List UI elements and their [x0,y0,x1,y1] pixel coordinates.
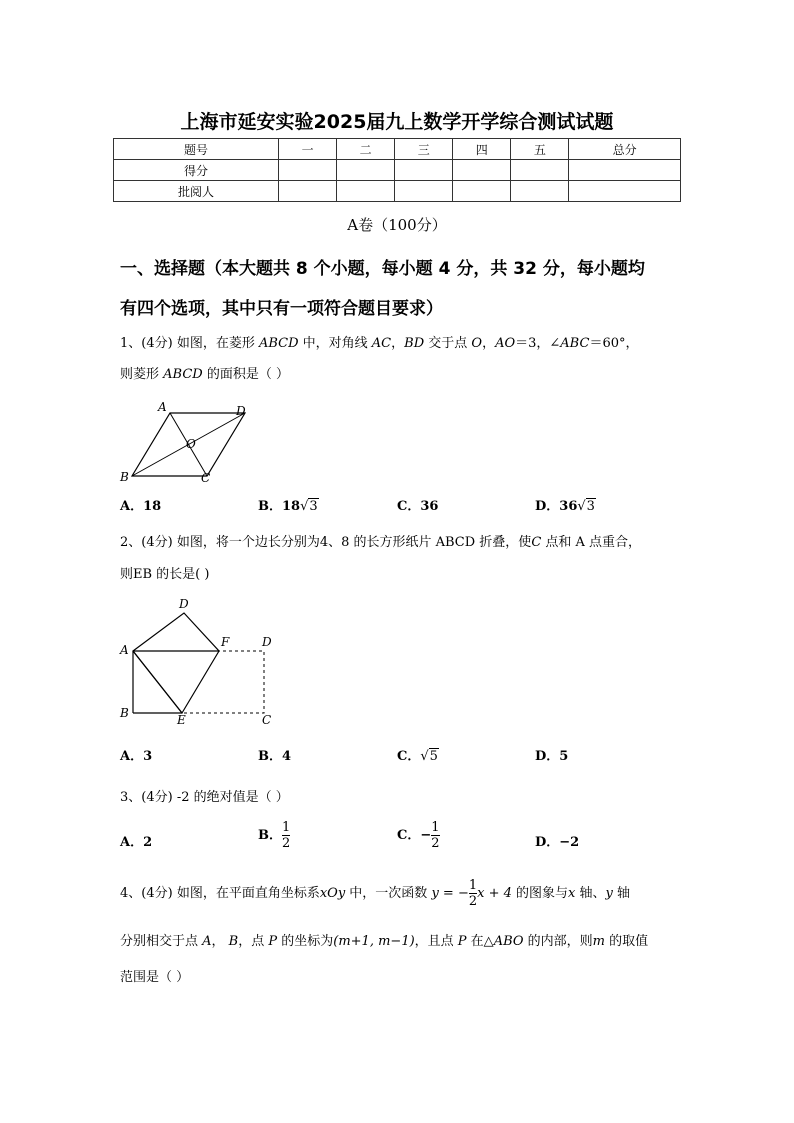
q4-text: ，点 [238,934,269,949]
table-cell [569,181,681,202]
denominator: 2 [468,894,478,909]
table-cell: 三 [395,139,453,160]
table-cell [569,160,681,181]
option-text: C．− [397,828,432,843]
q1-option-b[interactable] [258,495,319,514]
q3-option-d[interactable]: D．−2 [535,835,580,850]
q4-text: 的取值 [605,934,649,949]
sqrt-symbol: √5 [420,749,438,764]
table-row [114,139,681,160]
label-a: A [120,643,129,657]
q2-var: C [531,535,542,550]
q3-option-b[interactable] [258,820,290,851]
table-cell [395,181,453,202]
q1-text: ＝3，∠ [515,336,561,351]
table-cell [395,160,453,181]
label-b: B [120,706,129,720]
q2-option-d[interactable]: D．5 [535,749,569,764]
q4-var: ABO [493,934,524,949]
q4-text: 分别相交于点 [120,934,203,949]
folded-part [133,613,219,713]
part1-heading-line1: 一、选择题（本大题共 8 个小题，每小题 4 分，共 32 分，每小题均 [120,259,645,279]
table-cell: 五 [511,139,569,160]
option-text: D．36 [535,499,578,514]
numerator: 1 [431,820,440,835]
section-a-label: A卷（100分） [347,216,447,234]
numerator: 1 [468,878,478,893]
q4-text: 在△ [466,934,494,949]
q1-text: ＝60°， [589,336,639,351]
q4-var: x [568,886,576,901]
q4-var: A [202,934,212,949]
table-cell [279,181,337,202]
option-text: B． [258,828,282,843]
q1-var: ABCD [258,336,299,351]
question-4-line1 [120,878,680,909]
label-d: D [262,635,272,649]
q4-text: 的图象与 [511,886,569,901]
rectangle-dashed [133,651,264,713]
radicand: 3 [586,499,595,514]
q3-option-a[interactable]: A．2 [120,835,153,850]
fraction [431,820,439,851]
q3-option-c[interactable] [397,820,440,851]
sqrt-symbol: √3 [300,499,318,514]
label-o: O [186,437,196,451]
q4-var: xOy [319,886,346,901]
table-cell [511,160,569,181]
q4-text: 轴 [612,886,631,901]
label-f: F [221,635,230,649]
table-row [114,160,681,181]
option-text: B．18 [258,499,301,514]
q4-equation: y = − [431,886,469,901]
q2-text: 点和 A 点重合， [541,535,642,550]
q4-var: y [605,886,613,901]
rhombus-figure [114,398,264,488]
q1-text: 交于点 [424,336,472,351]
question-1-line1 [120,334,680,354]
question-2-line2: 则EB 的长是( ) [120,567,210,582]
q1-text: 中，对角线 [298,336,372,351]
table-cell: 总分 [569,139,681,160]
table-cell: 批阅人 [114,181,279,202]
option-text: C． [397,749,421,764]
question-4-line2 [120,932,680,952]
radicand: 5 [429,749,438,764]
q4-text: 的坐标为 [277,934,334,949]
label-a: A [158,400,167,414]
q1-text: 1、(4分) 如图，在菱形 [120,336,259,351]
sqrt-symbol: √3 [577,499,595,514]
label-d: D [236,404,246,418]
q4-text: ，且点 [414,934,458,949]
q1-var: ABCD [163,367,203,382]
table-cell [453,181,511,202]
label-b: B [120,470,129,484]
table-cell [279,160,337,181]
q4-text: 轴、 [575,886,606,901]
q4-text: 的内部，则 [523,934,593,949]
table-row [114,181,681,202]
q2-option-b[interactable]: B．4 [258,749,292,764]
table-cell [511,181,569,202]
q4-text: ， [211,934,229,949]
q1-text: 则菱形 [120,367,164,382]
question-1-line2 [120,365,680,385]
q4-equation: x + 4 [477,886,512,901]
segment-ae [133,651,182,713]
fraction [469,878,477,909]
q1-var: ABC [560,336,590,351]
label-c: C [262,713,272,727]
q2-text: 2、(4分) 如图，将一个边长分别为4、8 的长方形纸片 ABCD 折叠，使 [120,535,532,550]
q1-var: O [471,336,483,351]
question-3-line1: 3、(4分) -2 的绝对值是（ ） [120,790,289,805]
table-cell: 一 [279,139,337,160]
q4-var: P [268,934,278,949]
table-cell: 二 [337,139,395,160]
q2-option-a[interactable]: A．3 [120,749,153,764]
q1-var: AC [371,336,392,351]
label-d-folded: D [179,597,189,611]
label-c: C [201,471,211,485]
q1-option-c[interactable]: C．36 [397,499,439,514]
fraction [282,820,290,851]
q2-option-c[interactable] [397,745,439,764]
q1-text: ， [482,336,496,351]
q1-var: AO [495,336,516,351]
table-cell [337,181,395,202]
q4-var: m [592,934,605,949]
q4-var: P [457,934,467,949]
numerator: 1 [282,820,291,835]
table-cell [337,160,395,181]
exam-title: 上海市延安实验2025届九上数学开学综合测试试题 [180,111,614,133]
question-2-line1 [120,533,680,553]
score-table [113,138,681,202]
table-cell [453,160,511,181]
q4-var: B [228,934,239,949]
denominator: 2 [282,836,291,851]
label-e: E [177,713,186,727]
denominator: 2 [431,836,440,851]
part1-heading-line2: 有四个选项，其中只有一项符合题目要求） [120,299,443,319]
question-4-line3: 范围是（ ） [120,970,190,985]
q4-coordinate: (m+1, m−1) [333,934,415,949]
radicand: 3 [309,499,318,514]
table-cell: 得分 [114,160,279,181]
q1-var: BD [404,336,425,351]
folded-rectangle-figure [114,593,284,733]
table-cell: 四 [453,139,511,160]
q4-text: 4、(4分) 如图，在平面直角坐标系 [120,886,320,901]
q1-option-a[interactable]: A．18 [120,499,162,514]
q1-text: ， [391,336,405,351]
q4-text: 中，一次函数 [345,886,432,901]
table-cell: 题号 [114,139,279,160]
q1-option-d[interactable] [535,495,596,514]
q1-text: 的面积是（ ） [202,367,289,382]
